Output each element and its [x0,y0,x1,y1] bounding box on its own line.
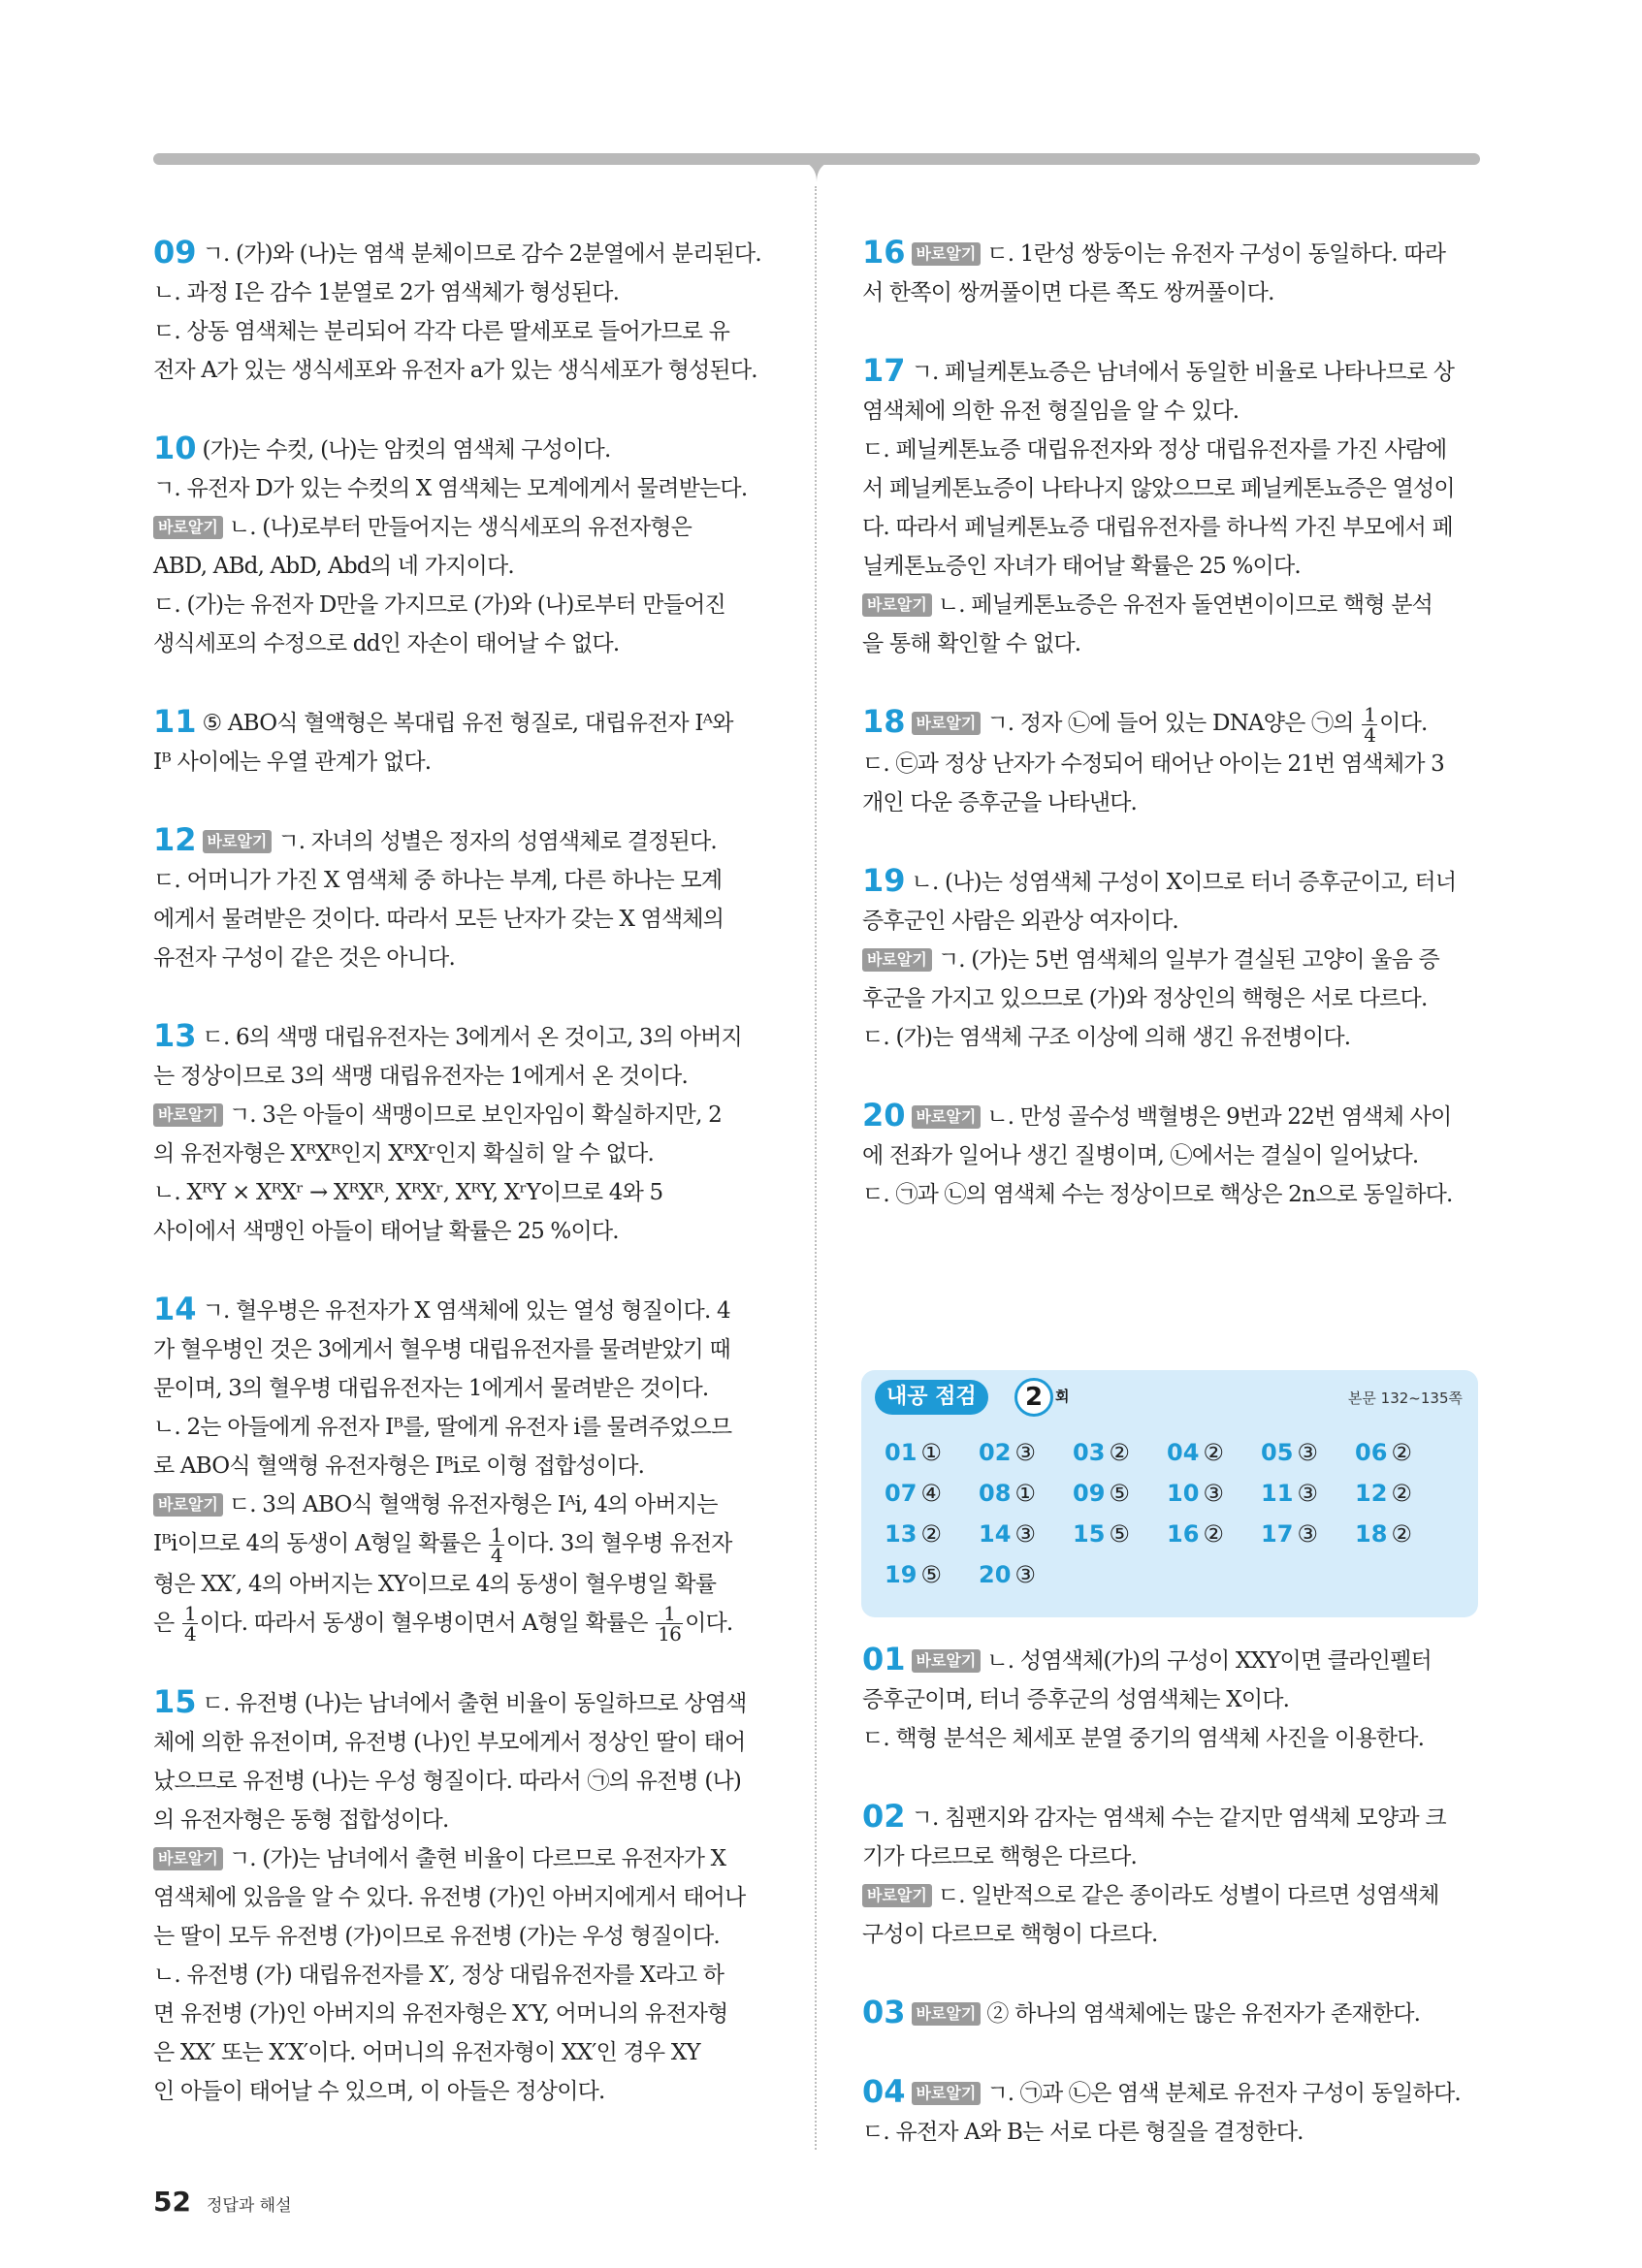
answer-line: ㄷ. ㉠과 ㉡의 염색체 수는 정상이므로 핵상은 2n으로 동일하다. [862,1181,1453,1207]
answer-key-08: 08 ① [979,1480,1036,1507]
answer-line: 18 바로알기 ㄱ. 정자 ㉡에 들어 있는 DNA양은 ㉠의 $\frac{1}{4}$ 이다. [862,702,1428,747]
answer-line: 02 ㄱ. 침팬지와 감자는 염색체 수는 같지만 염색체 모양과 크 [862,1798,1446,1835]
answer-key-20: 20 ③ [979,1561,1036,1588]
answer-line: 을 통해 확인할 수 없다. [862,631,1081,656]
answer-key-13: 13 ② [885,1520,942,1548]
answer-line: Iᴮi이므로 4의 동생이 A형일 확률은 $\frac{1}{4}$ 이다. 3의 혈우병 유전자 [153,1522,732,1567]
page-number: 52 [153,2186,191,2218]
answer-line: 12 바로알기 ㄱ. 자녀의 성별은 정자의 성염색체로 결정된다. [153,821,717,858]
item-number: 01 [862,1641,906,1677]
answer-line: 면 유전병 (가)인 아버지의 유전자형은 X′Y, 어머니의 유전자형 [153,2001,728,2027]
answer-line: 형은 XX′, 4의 아버지는 XY이므로 4의 동생이 혈우병일 확률 [153,1571,717,1597]
answer-line: 03 바로알기 ② 하나의 염색체에는 많은 유전자가 존재한다. [862,1994,1421,2030]
answer-line: ㄱ. 유전자 D가 있는 수컷의 X 염색체는 모계에게서 물려받는다. [153,476,748,501]
answer-line: 바로알기 ㄱ. (가)는 5번 염색체의 일부가 결실된 고양이 울음 증 [862,941,1479,979]
answer-key-09: 09 ⑤ [1073,1480,1130,1507]
answer-key-12: 12 ② [1355,1480,1412,1507]
answer-item-03 [862,1993,1479,2033]
answer-line: ㄴ. XᴿY × XᴿXʳ → XᴿXᴿ, XᴿXʳ, XᴿY, XʳY이므로 4와 5 [153,1180,663,1205]
answer-line: 에게서 물려받은 것이다. 따라서 모든 난자가 갖는 X 염색체의 [153,907,724,932]
answer-line: 서 페닐케톤뇨증이 나타나지 않았으므로 페닐케톤뇨증은 열성이 [862,476,1455,501]
answer-line: 01 바로알기 ㄴ. 성염색체(가)의 구성이 XXY이면 클라인펠터 [862,1641,1432,1677]
answer-item-16 [862,233,1479,312]
answer-line: 17 ㄱ. 페닐케톤뇨증은 남녀에서 동일한 비율로 나타나므로 상 [862,352,1455,389]
correction-badge: 바로알기 [153,1847,223,1870]
answer-line: 14 ㄱ. 혈우병은 유전자가 X 염색체에 있는 열성 형질이다. 4 [153,1291,730,1327]
item-number: 04 [862,2073,906,2110]
answer-line: ㄴ. 유전병 (가) 대립유전자를 X′, 정상 대립유전자를 X라고 하 [153,1963,724,1988]
right-column-top [862,233,1479,1253]
answer-line: 은 $\frac{1}{4}$ 이다. 따라서 동생이 혈우병이면서 A형일 확률은 $\frac{1}{16}$ 이다. [153,1602,733,1645]
correction-badge: 바로알기 [862,593,932,617]
item-number: 10 [153,430,197,466]
answer-line: ㄷ. 상동 염색체는 분리되어 각각 다른 딸세포로 들어가므로 유 [153,319,730,344]
answer-line: 11 ⑤ ABO식 혈액형은 복대립 유전 형질로, 대립유전자 Iᴬ와 [153,703,733,740]
answer-line: 가 혈우병인 것은 3에게서 혈우병 대립유전자를 물려받았기 때 [153,1337,730,1362]
answer-line: 의 유전자형은 XᴿXᴿ인지 XᴿXʳ인지 확실히 알 수 없다. [153,1141,654,1166]
item-number: 15 [153,1683,197,1720]
item-number: 13 [153,1017,197,1054]
answer-line: 생식세포의 수정으로 dd인 자손이 태어날 수 없다. [153,631,620,656]
answer-line: ㄴ. 2는 아들에게 유전자 Iᴮ를, 딸에게 유전자 i를 물려주었으므 [153,1415,732,1440]
answer-line: 개인 다운 증후군을 나타낸다. [862,789,1138,815]
item-number: 18 [862,703,906,740]
answer-line: 다. 따라서 페닐케톤뇨증 대립유전자를 하나씩 가진 부모에서 페 [862,515,1453,540]
correction-badge: 바로알기 [912,2002,982,2026]
answer-line: 문이며, 3의 혈우병 대립유전자는 1에게서 물려받은 것이다. [153,1376,709,1401]
item-number: 20 [862,1096,906,1134]
answer-line: ㄴ. 과정 Ⅰ은 감수 1분열로 2가 염색체가 형성된다. [153,280,620,305]
item-number: 16 [862,234,906,271]
answer-line: 염색체에 의한 유전 형질임을 알 수 있다. [862,399,1240,424]
review-summary-box [861,1370,1478,1617]
item-number: 11 [153,703,197,740]
answer-line: ABD, ABd, AbD, Abd의 네 가지이다. [153,554,514,579]
answer-key-06: 06 ② [1355,1439,1412,1466]
left-column [153,233,770,2150]
item-number: 19 [862,861,906,899]
answer-item-20 [862,1096,1479,1214]
answer-line: 체에 의한 유전이며, 유전병 (나)인 부모에게서 정상인 딸이 태어 [153,1730,746,1755]
answer-line: 바로알기 ㄷ. 일반적으로 같은 종이라도 성별이 다르면 성염색체 [862,1876,1479,1915]
answer-key-01: 01 ① [885,1439,942,1466]
answer-key-15: 15 ⑤ [1073,1520,1130,1548]
answer-line: 는 정상이므로 3의 색맹 대립유전자는 1에게서 온 것이다. [153,1064,688,1089]
right-column-bottom [862,1640,1479,2190]
answer-key-02: 02 ③ [979,1439,1036,1466]
answer-line: Iᴮ 사이에는 우열 관계가 없다. [153,750,432,775]
answer-line: ㄷ. 페닐케톤뇨증 대립유전자와 정상 대립유전자를 가진 사람에 [862,437,1447,463]
answer-item-17 [862,351,1479,663]
answer-item-04 [862,2072,1479,2152]
answer-line: ㄷ. 핵형 분석은 체세포 분열 중기의 염색체 사진을 이용한다. [862,1726,1425,1751]
answer-line: ㄷ. (가)는 염색체 구조 이상에 의해 생긴 유전병이다. [862,1024,1351,1050]
summary-title: 내공 점검 [875,1380,988,1415]
answer-key-11: 11 ③ [1261,1480,1318,1507]
item-number: 12 [153,821,197,858]
correction-badge: 바로알기 [153,516,223,539]
answer-line: 에 전좌가 일어나 생긴 질병이며, ㉡에서는 결실이 일어났다. [862,1142,1419,1168]
correction-badge: 바로알기 [912,1649,982,1673]
answer-line: 났으므로 유전병 (나)는 우성 형질이다. 따라서 ㉠의 유전병 (나) [153,1769,742,1794]
answer-line: 바로알기 ㄴ. 페닐케톤뇨증은 유전자 돌연변이이므로 핵형 분석 [862,586,1479,624]
answer-line: 13 ㄷ. 6의 색맹 대립유전자는 3에게서 온 것이고, 3의 아버지 [153,1017,742,1054]
answer-line: ㄷ. ㉢과 정상 난자가 수정되어 태어난 아이는 21번 염색체가 3 [862,751,1445,777]
correction-badge: 바로알기 [153,1103,223,1127]
answer-line: 04 바로알기 ㄱ. ㉠과 ㉡은 염색 분체로 유전자 구성이 동일하다. [862,2073,1461,2110]
answer-line: 사이에서 색맹인 아들이 태어날 확률은 25 %이다. [153,1219,619,1244]
answer-item-11 [153,702,770,782]
answer-item-13 [153,1016,770,1251]
item-number: 09 [153,234,197,271]
item-number: 03 [862,1994,906,2030]
summary-round: 2 [1014,1378,1053,1417]
correction-badge: 바로알기 [862,1884,932,1907]
answer-key-17: 17 ③ [1261,1520,1318,1548]
correction-badge: 바로알기 [862,948,932,972]
correction-badge: 바로알기 [912,1105,982,1129]
answer-line: 염색체에 있음을 알 수 있다. 유전병 (가)인 아버지에게서 태어나 [153,1885,746,1910]
answer-line: 서 한쪽이 쌍꺼풀이면 다른 쪽도 쌍꺼풀이다. [862,280,1274,305]
answer-line: 09 ㄱ. (가)와 (나)는 염색 분체이므로 감수 2분열에서 분리된다. [153,234,761,271]
answer-line: 바로알기 ㄴ. (나)로부터 만들어지는 생식세포의 유전자형은 [153,508,770,547]
answer-item-18 [862,702,1479,822]
answer-key-07: 07 ④ [885,1480,942,1507]
answer-item-14 [153,1290,770,1644]
correction-badge: 바로알기 [203,830,273,853]
answer-key-16: 16 ② [1167,1520,1224,1548]
answer-item-19 [862,861,1479,1057]
correction-badge: 바로알기 [153,1493,223,1517]
answer-item-10 [153,429,770,663]
answer-line: 는 딸이 모두 유전병 (가)이므로 유전병 (가)는 우성 형질이다. [153,1924,720,1949]
correction-badge: 바로알기 [912,2082,982,2105]
answer-item-15 [153,1682,770,2111]
correction-badge: 바로알기 [912,242,982,266]
answer-key-14: 14 ③ [979,1520,1036,1548]
item-number: 14 [153,1291,197,1327]
answer-line: ㄷ. 유전자 A와 B는 서로 다른 형질을 결정한다. [862,2120,1304,2145]
summary-round-suffix: 회 [1055,1388,1070,1405]
answer-line: 기가 다르므로 핵형은 다르다. [862,1844,1138,1869]
answer-line: 19 ㄴ. (나)는 성염색체 구성이 X이므로 터너 증후군이고, 터너 [862,861,1457,899]
answer-line: 은 XX′ 또는 X′X′이다. 어머니의 유전자형이 XX′인 경우 XY [153,2040,700,2065]
answer-key-04: 04 ② [1167,1439,1224,1466]
answer-line: ㄷ. (가)는 유전자 D만을 가지므로 (가)와 (나)로부터 만들어진 [153,592,725,618]
answer-item-02 [862,1797,1479,1954]
answer-item-12 [153,820,770,977]
answer-line: 구성이 다르므로 핵형이 다르다. [862,1922,1158,1947]
answer-line: 증후군인 사람은 외관상 여자이다. [862,908,1178,934]
answer-line: 전자 A가 있는 생식세포와 유전자 a가 있는 생식세포가 형성된다. [153,358,757,383]
answer-line: 의 유전자형은 동형 접합성이다. [153,1807,449,1833]
answer-line: 인 아들이 태어날 수 있으며, 이 아들은 정상이다. [153,2079,605,2104]
footer-label: 정답과 해설 [207,2196,292,2216]
summary-page-range: 본문 132~135쪽 [1347,1390,1463,1407]
answer-line: 바로알기 ㄱ. 3은 아들이 색맹이므로 보인자임이 확실하지만, 2 [153,1096,770,1134]
answer-key-10: 10 ③ [1167,1480,1224,1507]
item-number: 02 [862,1798,906,1835]
answer-key-19: 19 ⑤ [885,1561,942,1588]
answer-item-01 [862,1640,1479,1758]
answer-line: 유전자 구성이 같은 것은 아니다. [153,945,455,971]
answer-line: 후군을 가지고 있으므로 (가)와 정상인의 핵형은 서로 다르다. [862,985,1428,1011]
answer-line: 20 바로알기 ㄴ. 만성 골수성 백혈병은 9번과 22번 염색체 사이 [862,1096,1452,1134]
answer-line: 16 바로알기 ㄷ. 1란성 쌍둥이는 유전자 구성이 동일하다. 따라 [862,234,1446,271]
top-rule-notch [788,159,846,184]
answer-key-05: 05 ③ [1261,1439,1318,1466]
answer-line: 로 ABO식 혈액형 유전자형은 Iᴮi로 이형 접합성이다. [153,1453,645,1479]
answer-line: 증후군이며, 터너 증후군의 성염색체는 X이다. [862,1687,1290,1712]
answer-line: 닐케톤뇨증인 자녀가 태어날 확률은 25 %이다. [862,554,1301,579]
answer-line: 15 ㄷ. 유전병 (나)는 남녀에서 출현 비율이 동일하므로 상염색 [153,1683,747,1720]
column-divider [815,186,817,2150]
answer-item-09 [153,233,770,390]
correction-badge: 바로알기 [912,712,982,735]
answer-line: 바로알기 ㄱ. (가)는 남녀에서 출현 비율이 다르므로 유전자가 X [153,1839,770,1878]
answer-line: ㄷ. 어머니가 가진 X 염색체 중 하나는 부계, 다른 하나는 모계 [153,868,723,893]
answer-key-18: 18 ② [1355,1520,1412,1548]
answer-line: 10 (가)는 수컷, (나)는 암컷의 염색체 구성이다. [153,430,611,466]
answer-line: 바로알기 ㄷ. 3의 ABO식 혈액형 유전자형은 Iᴬi, 4의 아버지는 [153,1485,770,1524]
item-number: 17 [862,352,906,389]
answer-key-03: 03 ② [1073,1439,1130,1466]
